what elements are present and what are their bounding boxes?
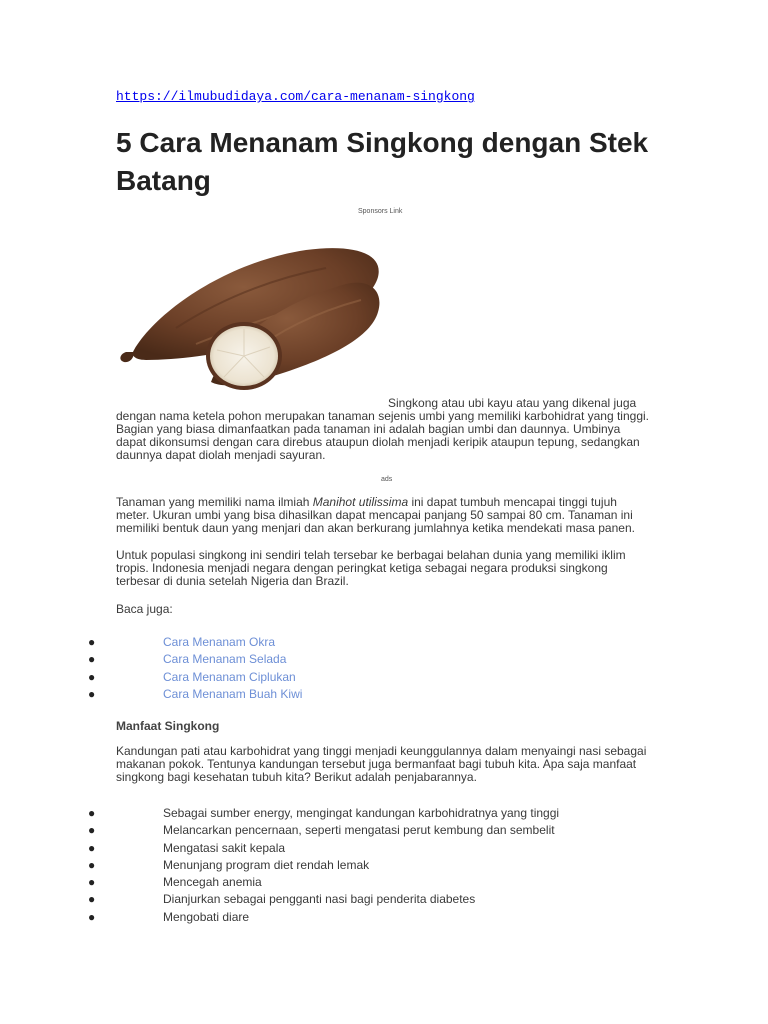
bullet-icon: ● [88, 840, 96, 855]
p2-before: Tanaman yang memiliki nama ilmiah [116, 495, 313, 509]
benefit-text: Mengobati diare [163, 909, 250, 924]
bullet-icon: ● [88, 892, 96, 907]
bullet-icon: ● [88, 909, 96, 924]
intro-paragraph [116, 397, 651, 462]
bullet-icon: ● [88, 669, 96, 684]
bullet-icon: ● [88, 823, 96, 838]
benefit-text: Melancarkan pencernaan, seperti mengatasi perut kembung dan sembelit [163, 823, 555, 838]
p2-after: ini dapat tumbuh mencapai tinggi tujuh meter. Ukuran umbi yang bisa dihasilkan dapat mencapai panjang 50 sampai 80 cm. Tanaman ini memiliki bentuk daun yang menjari dan akan berkurang jumlahnya ketika mendekati masa panen. [116, 495, 635, 535]
intro-body: dengan nama ketela pohon merupakan tanaman sejenis umbi yang memiliki karbohidrat yang tinggi. Bagian yang biasa dimanfaatkan pada tanaman ini adalah bagian umbi dan daunnya. Umbinya dapat dikonsumsi dengan cara direbus ataupun diolah menjadi keripik ataupun tepung, sedangkan daunnya dapat diolah menjadi sayuran. [116, 409, 649, 462]
benefit-text: Mencegah anemia [163, 875, 262, 890]
baca-juga-label: Baca juga: [116, 602, 173, 616]
benefits-heading: Manfaat Singkong [116, 719, 220, 733]
sponsored-label: Sponsors Link [358, 208, 403, 215]
scientific-name: Manihot utilissima [312, 495, 409, 509]
benefit-text: Dianjurkan sebagai pengganti nasi bagi penderita diabetes [163, 892, 476, 907]
bullet-icon: ● [88, 635, 96, 649]
scientific-name-paragraph [116, 496, 651, 535]
intro-lead: Singkong atau ubi kayu atau yang dikenal juga [388, 396, 637, 410]
article-title: 5 Cara Menanam Singkong dengan Stek Batang [116, 127, 649, 196]
cassava-image [116, 232, 386, 392]
distribution-paragraph: Untuk populasi singkong ini sendiri telah tersebar ke berbagai belahan dunia yang memiliki iklim tropis. Indonesia menjadi negara dengan peringkat ketiga sebagai negara produksi singkong terbesar di dunia setelah Nigeria dan Brazil. [116, 548, 626, 588]
related-link[interactable]: Cara Menanam Okra [163, 635, 276, 649]
ads-label: ads [381, 476, 393, 483]
benefit-text: Sebagai sumber energy, mengingat kandungan karbohidratnya yang tinggi [163, 806, 560, 820]
source-url-link[interactable]: https://ilmubudidaya.com/cara-menanam-singkong [116, 89, 475, 104]
bullet-icon: ● [88, 686, 96, 701]
bullet-icon: ● [88, 875, 96, 890]
related-link[interactable]: Cara Menanam Ciplukan [163, 669, 296, 684]
bullet-icon: ● [88, 857, 96, 872]
benefits-intro: Kandungan pati atau karbohidrat yang tinggi menjadi keunggulannya dalam menyaingi nasi sebagai makanan pokok. Tentunya kandungan tersebut juga bermanfaat bagi tubuh kita. Apa saja manfaat singkong bagi kesehatan tubuh kita? Berikut adalah penjabarannya. [116, 744, 647, 784]
benefit-text: Menunjang program diet rendah lemak [163, 857, 370, 872]
related-link[interactable]: Cara Menanam Selada [163, 652, 287, 667]
related-link[interactable]: Cara Menanam Buah Kiwi [163, 686, 303, 701]
bullet-icon: ● [88, 652, 96, 667]
benefit-text: Mengatasi sakit kepala [163, 840, 286, 855]
bullet-icon: ● [88, 806, 96, 820]
